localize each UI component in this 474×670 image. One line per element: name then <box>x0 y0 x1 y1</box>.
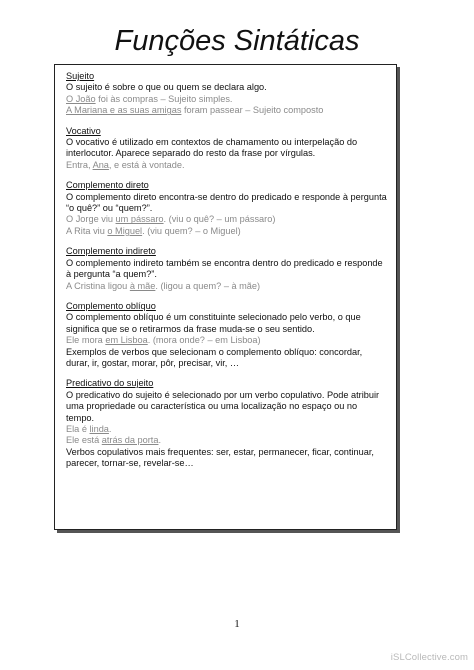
example-text: . <box>108 423 112 434</box>
section-complemento-direto <box>66 180 387 237</box>
highlighted-term: em Lisboa <box>105 335 148 346</box>
example-text: . (viu quem? – o Miguel) <box>142 225 241 236</box>
example-line <box>66 105 387 116</box>
section-vocativo <box>66 126 387 172</box>
example-text: . <box>158 435 162 446</box>
content-box <box>54 64 397 530</box>
example-text: , e está à vontade. <box>108 159 185 170</box>
example-text: A Cristina ligou <box>66 280 130 291</box>
definition: O predicativo do sujeito é selecionado por um verbo copulativo. Pode atribuir uma propriedade ou característica ou uma localização no espaço ou no tempo. <box>66 389 380 423</box>
example-text: Entra, <box>66 159 93 170</box>
section-complemento-obliquo <box>66 301 387 369</box>
example-line <box>66 214 387 225</box>
section-heading: Complemento direto <box>66 180 149 191</box>
example-text: A Rita viu <box>66 225 108 236</box>
verb-list: Exemplos de verbos que selecionam o complemento oblíquo: concordar, durar, ir, gostar, morar, pôr, precisar, vir, … <box>66 346 363 368</box>
definition: O sujeito é sobre o que ou quem se declara algo. <box>66 82 267 93</box>
highlighted-term: O João <box>66 93 96 104</box>
highlighted-term: um pássaro <box>115 214 164 225</box>
example-line <box>66 424 387 435</box>
section-predicativo-sujeito <box>66 378 387 469</box>
highlighted-term: atrás da porta <box>101 435 159 446</box>
example-line <box>66 226 387 237</box>
highlighted-term: à mãe <box>129 280 156 291</box>
definition: O complemento indireto também se encontra dentro do predicado e responde à pergunta “a quem?”. <box>66 257 383 280</box>
example-text: foi às compras – Sujeito simples. <box>95 93 233 104</box>
section-heading: Sujeito <box>66 71 95 81</box>
example-text: . (mora onde? – em Lisboa) <box>147 335 261 346</box>
definition: O complemento oblíquo é um constituinte selecionado pelo verbo, o que significa que se o retirarmos da frase muda-se o seu sentido. <box>66 312 361 334</box>
definition: O vocativo é utilizado em contextos de chamamento ou interpelação do interlocutor. Aparece separado do resto da frase por vírgulas. <box>66 137 358 159</box>
section-heading: Vocativo <box>66 125 101 136</box>
example-line <box>66 281 387 292</box>
page-title: Funções Sintáticas <box>114 25 360 57</box>
section-heading: Complemento oblíquo <box>66 300 156 311</box>
example-line <box>66 160 387 171</box>
example-text: . (viu o quê? – um pássaro) <box>163 214 276 225</box>
example-text: Ela é <box>66 423 90 434</box>
example-text: Ele mora <box>66 335 106 346</box>
highlighted-term: linda <box>89 423 109 434</box>
definition: O complemento direto encontra-se dentro do predicado e responde à pergunta “o quê?” ou “quem?”. <box>66 191 387 214</box>
example-text: . (ligou a quem? – à mãe) <box>155 280 261 291</box>
page-number: 1 <box>234 618 240 630</box>
highlighted-term: Ana <box>92 159 109 170</box>
section-sujeito <box>66 71 387 117</box>
section-heading: Predicativo do sujeito <box>66 378 154 389</box>
example-text: foram passear – Sujeito composto <box>181 105 324 116</box>
section-heading: Complemento indireto <box>66 246 156 257</box>
example-line <box>66 94 387 105</box>
example-line <box>66 335 387 346</box>
highlighted-term: o Miguel <box>107 225 143 236</box>
example-text: O Jorge viu <box>66 214 116 225</box>
verb-list: Verbos copulativos mais frequentes: ser, estar, permanecer, ficar, continuar, parecer, tornar-se, revelar-se… <box>66 446 374 469</box>
section-complemento-indireto <box>66 246 387 292</box>
watermark: iSLCollective.com <box>390 652 468 663</box>
example-line <box>66 435 387 446</box>
highlighted-term: A Mariana e as suas amigas <box>66 105 182 116</box>
example-text: Ele está <box>66 435 102 446</box>
